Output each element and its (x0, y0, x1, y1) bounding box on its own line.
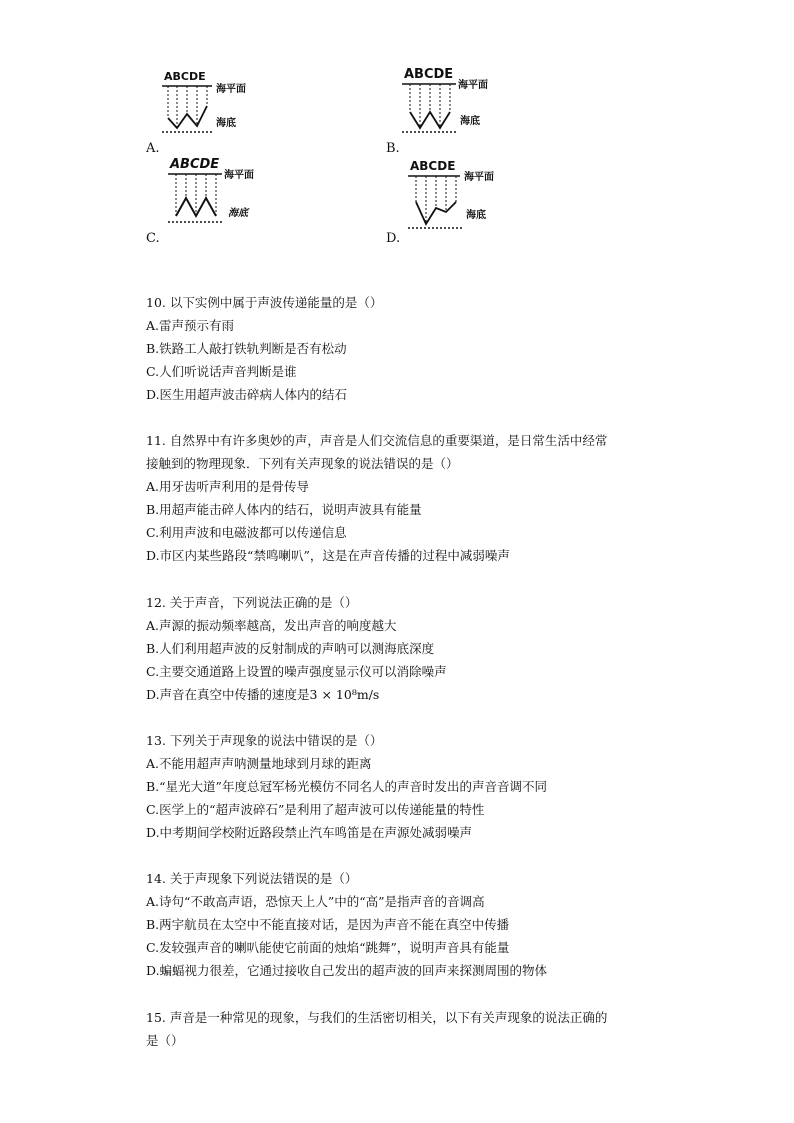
station-letters: ABCDE (170, 157, 220, 172)
question-11 (146, 429, 666, 567)
option-letter: A. (146, 141, 160, 156)
question-stem: 15. 声音是一种常见的现象，与我们的生活密切相关，以下有关声现象的说法正确的 (146, 1010, 608, 1025)
option-d: D.声音在真空中传播的速度是3 × 10⁸m/s (146, 687, 380, 702)
option-a: A.雷声预示有雨 (146, 318, 235, 333)
option-b: B.人们利用超声波的反射制成的声呐可以测海底深度 (146, 641, 435, 656)
option-c: C.主要交通道路上设置的噪声强度显示仪可以消除噪声 (146, 664, 447, 679)
option-c: C.医学上的“超声波碎石”是利用了超声波可以传递能量的特性 (146, 802, 485, 817)
figure-option-b (386, 66, 626, 156)
figure-option-d (386, 156, 626, 246)
option-b: B.用超声能击碎人体内的结石，说明声波具有能量 (146, 502, 422, 517)
question-stem: 13. 下列关于声现象的说法中错误的是（） (146, 733, 383, 748)
option-letter: B. (386, 141, 400, 156)
sea-surface-label: 海平面 (464, 172, 494, 183)
question-14 (146, 867, 666, 982)
question-stem-continued: 接触到的物理现象．下列有关声现象的说法错误的是（） (146, 456, 459, 471)
seabed-diagram-b (400, 66, 510, 146)
option-c: C.利用声波和电磁波都可以传递信息 (146, 525, 347, 540)
option-d: D.蝙蝠视力很差，它通过接收自己发出的超声波的回声来探测周围的物体 (146, 963, 548, 978)
sea-surface-label: 海平面 (224, 170, 254, 181)
question-stem: 11. 自然界中有许多奥妙的声，声音是人们交流信息的重要渠道，是日常生活中经常 (146, 433, 608, 448)
question-stem: 12. 关于声音，下列说法正确的是（） (146, 595, 358, 610)
seabed-diagram-a (160, 66, 270, 146)
option-d: D.市区内某些路段“禁鸣喇叭”，这是在声音传播的过程中减弱噪声 (146, 548, 510, 563)
option-a: A.声源的振动频率越高，发出声音的响度越大 (146, 618, 397, 633)
question-13 (146, 729, 666, 844)
seabed-label: 海底 (228, 208, 248, 219)
option-c: C.人们听说话声音判断是谁 (146, 364, 297, 379)
question-15 (146, 1006, 666, 1052)
question-12 (146, 591, 666, 706)
option-c: C.发较强声音的喇叭能使它前面的烛焰“跳舞”，说明声音具有能量 (146, 940, 510, 955)
figure-option-c (146, 156, 386, 246)
figure-option-a (146, 66, 386, 156)
question-stem: 14. 关于声现象下列说法错误的是（） (146, 871, 358, 886)
option-a: A.不能用超声声呐测量地球到月球的距离 (146, 756, 372, 771)
question-10 (146, 291, 666, 406)
option-letter: C. (146, 231, 160, 246)
station-letters: ABCDE (164, 70, 206, 83)
option-d: D.中考期间学校附近路段禁止汽车鸣笛是在声源处减弱噪声 (146, 825, 473, 840)
option-letter: D. (386, 231, 401, 246)
option-a: A.用牙齿听声利用的是骨传导 (146, 479, 310, 494)
seabed-diagram-c (160, 156, 280, 236)
question-stem-continued: 是（） (146, 1033, 184, 1048)
option-b: B.“星光大道”年度总冠军杨光模仿不同名人的声音时发出的声音音调不同 (146, 779, 547, 794)
station-letters: ABCDE (410, 159, 456, 173)
question-stem: 10. 以下实例中属于声波传递能量的是（） (146, 295, 383, 310)
option-b: B.两宇航员在太空中不能直接对话，是因为声音不能在真空中传播 (146, 917, 510, 932)
sea-surface-label: 海平面 (458, 80, 488, 91)
option-d: D.医生用超声波击碎病人体内的结石 (146, 387, 348, 402)
seabed-label: 海底 (216, 118, 236, 129)
station-letters: ABCDE (404, 67, 454, 82)
seabed-diagram-d (400, 156, 520, 236)
sea-surface-label: 海平面 (216, 84, 246, 95)
option-b: B.铁路工人敲打铁轨判断是否有松动 (146, 341, 347, 356)
seabed-label: 海底 (460, 116, 480, 127)
seabed-label: 海底 (466, 210, 486, 221)
option-a: A.诗句“不敢高声语，恐惊天上人”中的“高”是指声音的音调高 (146, 894, 485, 909)
